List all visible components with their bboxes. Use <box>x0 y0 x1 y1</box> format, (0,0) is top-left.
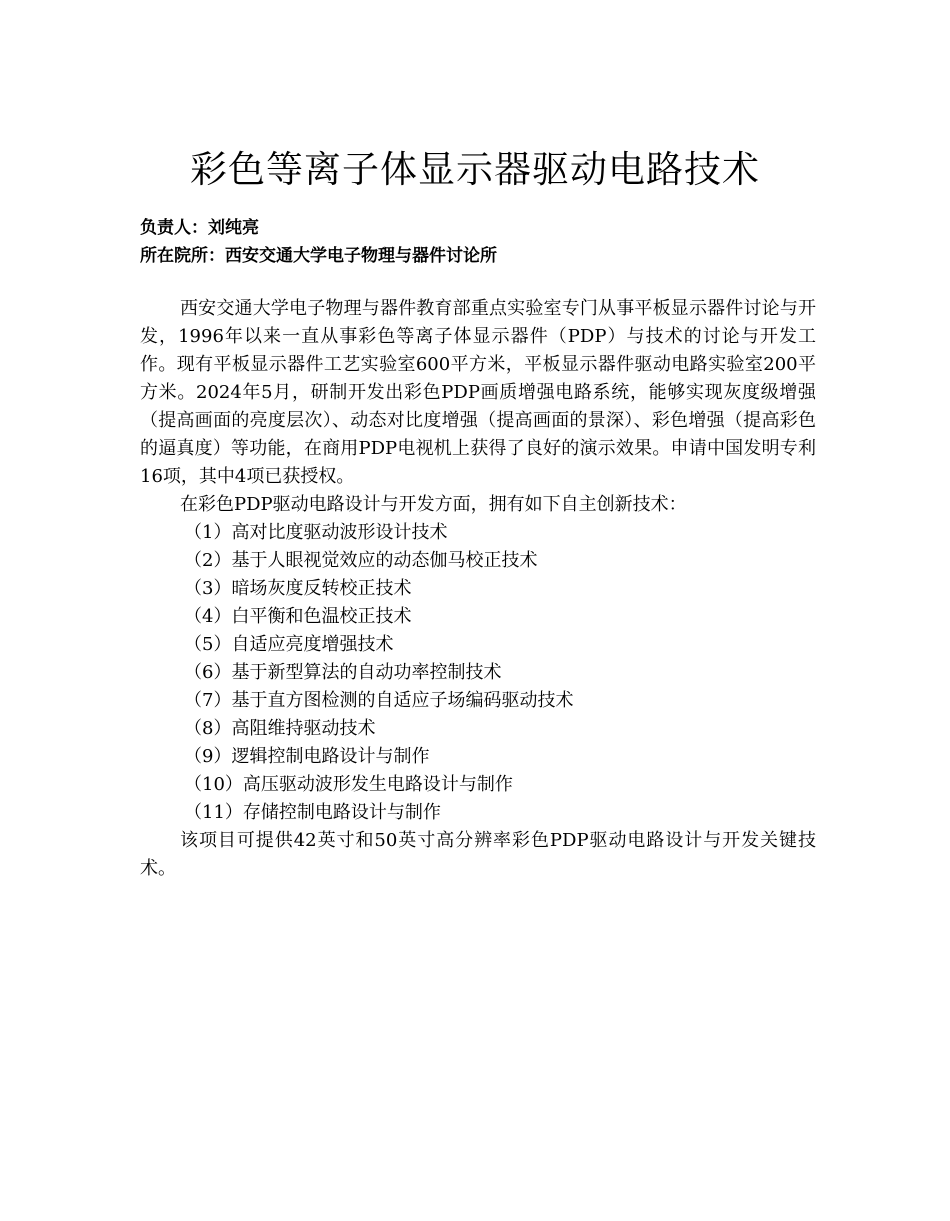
list-item: （1）高对比度驱动波形设计技术 <box>184 522 448 543</box>
list-item: （8）高阻维持驱动技术 <box>184 718 376 739</box>
document-meta <box>140 214 820 270</box>
list-item: （3）暗场灰度反转校正技术 <box>184 578 412 599</box>
list-item: （11）存储控制电路设计与制作 <box>184 802 441 823</box>
document-title: 彩色等离子体显示器驱动电路技术 <box>190 148 760 191</box>
techniques-list <box>140 519 816 827</box>
list-item: （4）白平衡和色温校正技术 <box>184 606 412 627</box>
document-body <box>140 295 816 883</box>
institute: 所在院所：西安交通大学电子物理与器件讨论所 <box>140 246 497 266</box>
list-item: （9）逻辑控制电路设计与制作 <box>184 746 430 767</box>
closing-paragraph: 该项目可提供42英寸和50英寸高分辨率彩色PDP驱动电路设计与开发关键技术。 <box>140 830 816 879</box>
list-item: （7）基于直方图检测的自适应子场编码驱动技术 <box>184 690 574 711</box>
list-item: （10）高压驱动波形发生电路设计与制作 <box>184 774 513 795</box>
list-item: （5）自适应亮度增强技术 <box>184 634 394 655</box>
responsible-person: 负责人：刘纯亮 <box>140 218 259 238</box>
techniques-intro: 在彩色PDP驱动电路设计与开发方面，拥有如下自主创新技术： <box>180 494 687 515</box>
list-item: （6）基于新型算法的自动功率控制技术 <box>184 662 502 683</box>
intro-paragraph: 西安交通大学电子物理与器件教育部重点实验室专门从事平板显示器件讨论与开发，1996年以来一直从事彩色等离子体显示器件（PDP）与技术的讨论与开发工作。现有平板显示器件工艺实验室600平方米，平板显示器件驱动电路实验室200平方米。2024年5月，研制开发出彩色PDP画质增强电路系统，能够实现灰度级增强（提高画面的亮度层次）、动态对比度增强（提高画面的景深）、彩色增强（提高彩色的逼真度）等功能，在商用PDP电视机上获得了良好的演示效果。申请中国发明专利16项，其中4项已获授权。 <box>140 298 816 487</box>
list-item: （2）基于人眼视觉效应的动态伽马校正技术 <box>184 550 538 571</box>
